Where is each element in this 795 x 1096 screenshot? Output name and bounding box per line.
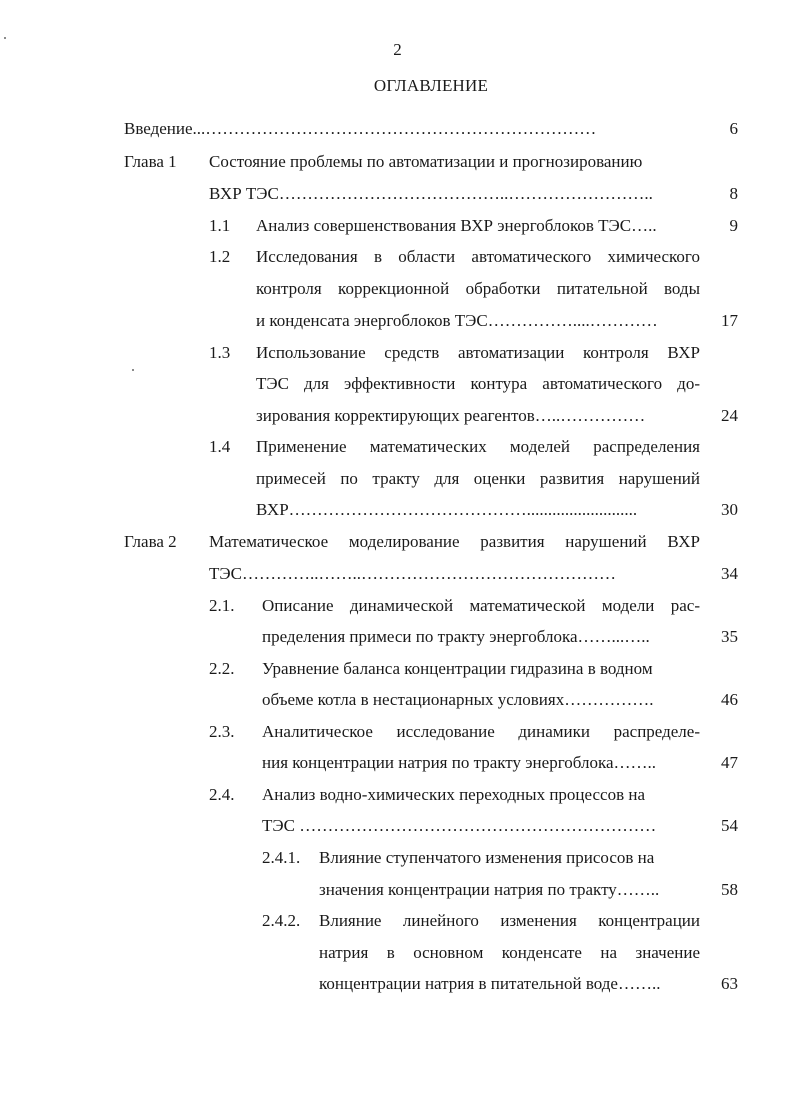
toc-section-number: 2.1. xyxy=(209,596,235,615)
toc-chapter2-title-line2: ТЭС…………..……..……………………………………… xyxy=(209,564,616,583)
toc-chapter2-page: 34 xyxy=(721,564,738,583)
toc-chapter2-label: Глава 2 xyxy=(124,532,177,551)
toc-chapter2-title-line1: Математическое моделирование развития нарушений ВХР xyxy=(209,532,700,551)
toc-section-text: Анализ водно-химических переходных процессов на xyxy=(262,785,645,804)
toc-subsection-page: 58 xyxy=(721,880,738,899)
toc-subsection-text: концентрации натрия в питательной воде…….. xyxy=(319,974,661,993)
toc-section-text: Уравнение баланса концентрации гидразина в водном xyxy=(262,659,653,678)
toc-chapter1-title-line1: Состояние проблемы по автоматизации и прогнозированию xyxy=(209,152,643,171)
page-number: 2 xyxy=(393,40,402,59)
toc-section-text: зирования корректирующих реагентов…..…………… xyxy=(256,406,646,425)
toc-intro-text: Введение...…………………………………………………………… xyxy=(124,119,597,138)
toc-section-text: ТЭС ……………………………………………………… xyxy=(262,816,657,835)
toc-chapter1-title-line2: ВХР ТЭС…………………………………..…………………….. xyxy=(209,184,653,203)
toc-section-number: 2.2. xyxy=(209,659,235,678)
toc-section-page: 35 xyxy=(721,627,738,646)
scan-speck xyxy=(132,369,134,371)
toc-subsection-text: Влияние ступенчатого изменения присосов на xyxy=(319,848,655,867)
toc-section-page: 24 xyxy=(721,406,738,425)
toc-chapter1-label: Глава 1 xyxy=(124,152,177,171)
toc-section-page: 54 xyxy=(721,816,738,835)
toc-section-page: 17 xyxy=(721,311,738,330)
toc-section-text: пределения примеси по тракту энергоблока……...….. xyxy=(262,627,650,646)
toc-section-number: 1.3 xyxy=(209,343,231,362)
toc-section-number: 1.4 xyxy=(209,437,231,456)
toc-section-text: ТЭС для эффективности контура автоматического до- xyxy=(256,374,700,393)
toc-subsection-page: 63 xyxy=(721,974,738,993)
toc-section-number: 1.2 xyxy=(209,247,231,266)
toc-section-text: и конденсата энергоблоков ТЭС……………....………… xyxy=(256,311,658,330)
toc-subsection-text: натрия в основном конденсате на значение xyxy=(319,943,700,962)
toc-intro-page: 6 xyxy=(729,119,738,138)
toc-section-page: 9 xyxy=(729,216,738,235)
toc-subsection-text: значения концентрации натрия по тракту…….. xyxy=(319,880,660,899)
toc-section-number: 2.3. xyxy=(209,722,235,741)
page-title: ОГЛАВЛЕНИЕ xyxy=(373,76,489,95)
toc-section-text: ния концентрации натрия по тракту энергоблока…….. xyxy=(262,753,656,772)
toc-subsection-number: 2.4.2. xyxy=(262,911,301,930)
toc-section-text: Аналитическое исследование динамики распределе- xyxy=(262,722,700,741)
toc-section-text: примесей по тракту для оценки развития нарушений xyxy=(256,469,700,488)
toc-section-page: 30 xyxy=(721,500,738,519)
toc-section-page: 46 xyxy=(721,690,738,709)
toc-section-page: 47 xyxy=(721,753,738,772)
toc-section-text: контроля коррекционной обработки питательной воды xyxy=(256,279,700,298)
toc-section-text: ВХР…………………………………….......................... xyxy=(256,500,638,519)
toc-section-text: Применение математических моделей распределения xyxy=(256,437,700,456)
scan-speck xyxy=(4,37,6,39)
toc-section-number: 2.4. xyxy=(209,785,235,804)
toc-subsection-number: 2.4.1. xyxy=(262,848,301,867)
toc-section-text: объеме котла в нестационарных условиях……………. xyxy=(262,690,654,709)
toc-section-text: Использование средств автоматизации контроля ВХР xyxy=(256,343,700,362)
toc-section-number: 1.1 xyxy=(209,216,231,235)
toc-section-text: Исследования в области автоматического химического xyxy=(256,247,700,266)
toc-section-text: Описание динамической математической модели рас- xyxy=(262,596,700,615)
toc-subsection-text: Влияние линейного изменения концентрации xyxy=(319,911,700,930)
toc-section-text: Анализ совершенствования ВХР энергоблоков ТЭС….. xyxy=(256,216,657,235)
toc-chapter1-page: 8 xyxy=(729,184,738,203)
